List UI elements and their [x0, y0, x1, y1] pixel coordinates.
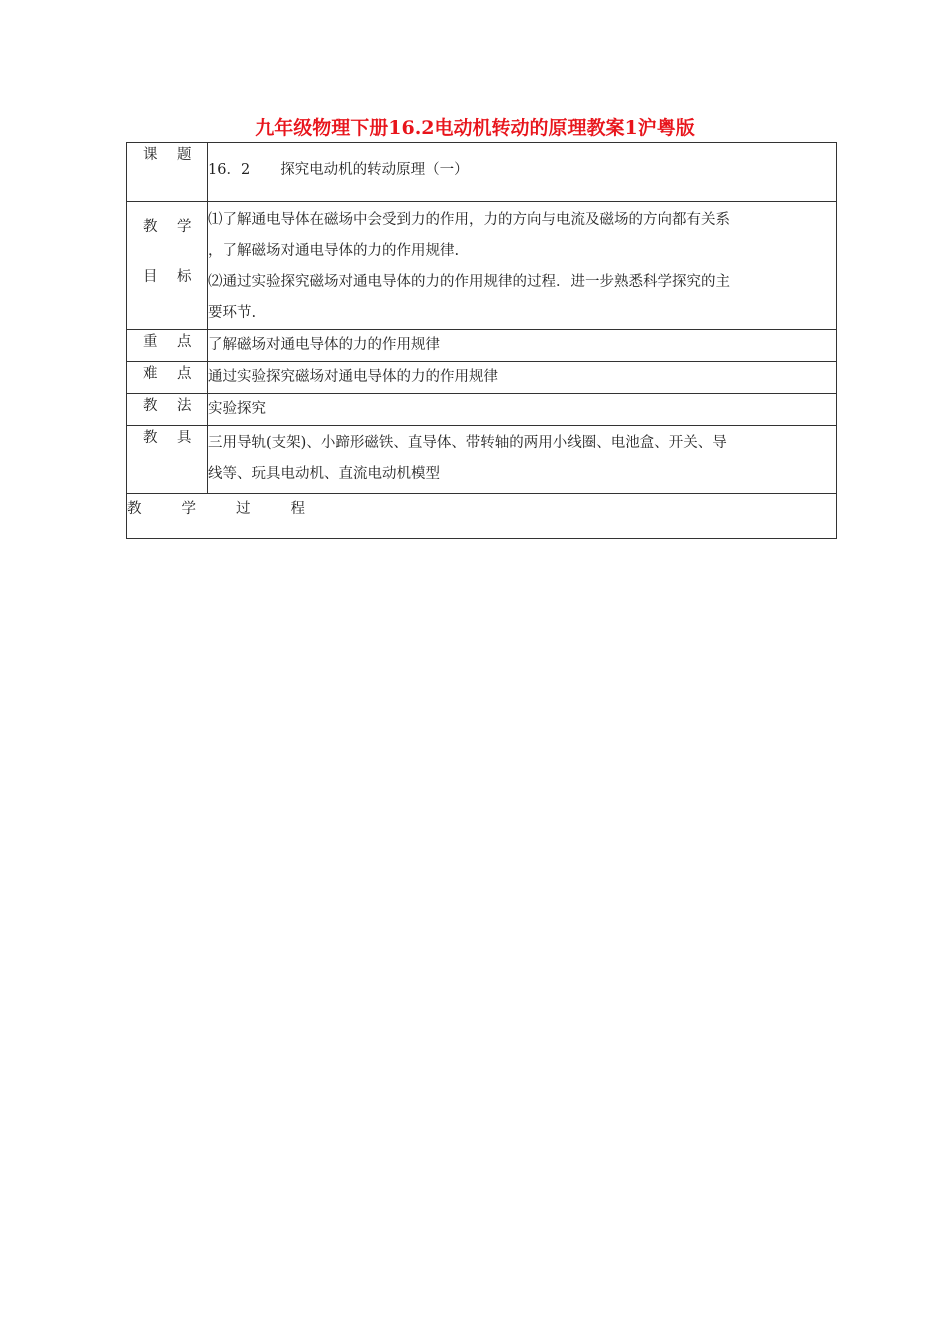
method-value: 实验探究	[208, 401, 266, 417]
table-row-key-point	[127, 330, 837, 362]
table-row-tools	[127, 426, 837, 494]
key-point-label: 重 点	[143, 334, 192, 350]
key-point-value-cell	[208, 330, 837, 362]
method-label: 教 法	[143, 398, 192, 414]
process-char-1: 教	[127, 501, 142, 517]
difficulty-label: 难 点	[143, 366, 192, 382]
goals-label-line1: 教 学	[143, 219, 192, 235]
tools-label-cell	[127, 426, 208, 494]
difficulty-label-cell	[127, 362, 208, 394]
goal-line-2: ，了解磁场对通电导体的力的作用规律.	[208, 243, 460, 259]
goal-line-1: ⑴了解通电导体在磁场中会受到力的作用，力的方向与电流及磁场的方向都有关系	[208, 212, 730, 228]
goals-label-cell	[127, 202, 208, 330]
method-value-cell	[208, 394, 837, 426]
lesson-plan-table	[126, 142, 837, 539]
method-label-cell	[127, 394, 208, 426]
difficulty-value-cell	[208, 362, 837, 394]
tools-line-2: 线等、玩具电动机、直流电动机模型	[208, 466, 440, 482]
document-title: 九年级物理下册16.2电动机转动的原理教案1沪粤版	[255, 117, 695, 139]
goals-label-line2: 目 标	[143, 269, 192, 285]
goal-line-4: 要环节.	[208, 305, 257, 321]
difficulty-value: 通过实验探究磁场对通电导体的力的作用规律	[208, 369, 498, 385]
process-char-4: 程	[290, 501, 305, 517]
process-char-2: 学	[181, 501, 196, 517]
goal-line-3: ⑵通过实验探究磁场对通电导体的力的作用规律的过程．进一步熟悉科学探究的主	[208, 274, 730, 290]
table-row-goals	[127, 202, 837, 330]
tools-value-cell	[208, 426, 837, 494]
table-row-difficulty	[127, 362, 837, 394]
topic-label: 课 题	[143, 147, 192, 163]
topic-label-cell	[127, 143, 208, 202]
topic-value-cell	[208, 143, 837, 202]
table-row-topic	[127, 143, 837, 202]
tools-label: 教 具	[143, 430, 192, 446]
key-point-value: 了解磁场对通电导体的力的作用规律	[208, 337, 440, 353]
process-heading-cell	[127, 494, 837, 539]
topic-number: 16．2	[208, 162, 251, 178]
process-char-3: 过	[236, 501, 251, 517]
topic-value: 探究电动机的转动原理（一）	[280, 162, 469, 178]
tools-line-1: 三用导轨(支架)、小蹄形磁铁、直导体、带转轴的两用小线圈、电池盒、开关、导	[208, 435, 727, 451]
key-point-label-cell	[127, 330, 208, 362]
goals-value-cell	[208, 202, 837, 330]
table-row-process	[127, 494, 837, 539]
table-row-method	[127, 394, 837, 426]
